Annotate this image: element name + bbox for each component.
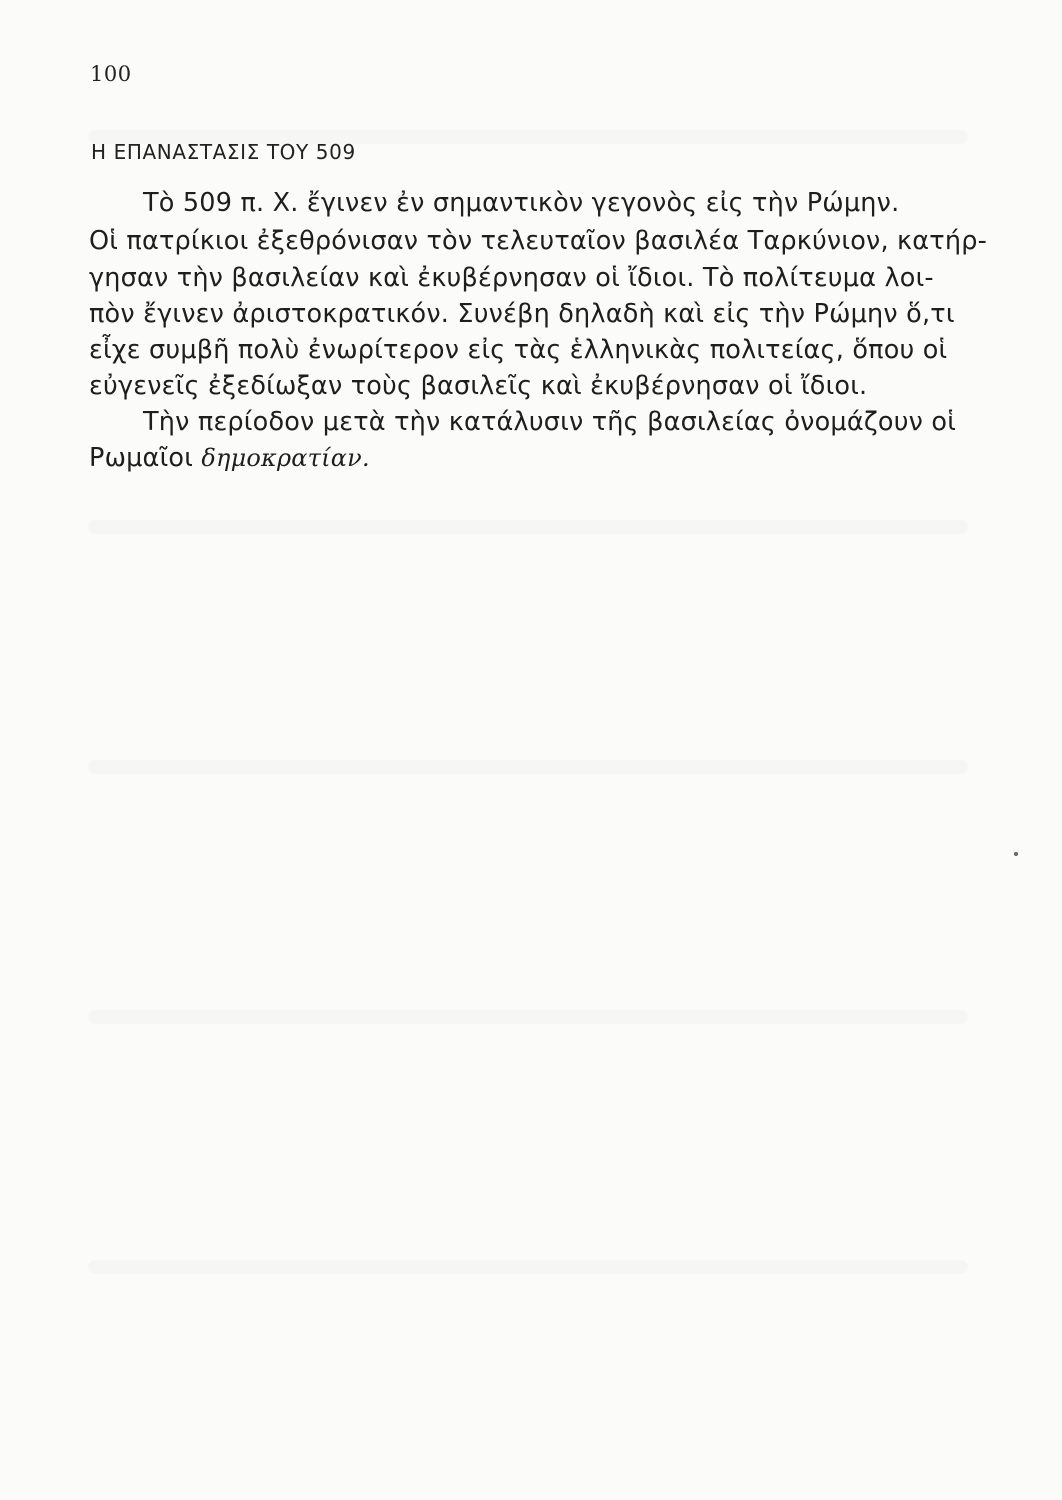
bleed-through-shading [88, 1010, 968, 1024]
ink-speck [1014, 852, 1018, 856]
body-line: γησαν τὴν βασιλείαν καὶ ἐκυβέρνησαν οἱ ἴδιοι. Τὸ πολίτευμα λοι- [89, 263, 934, 293]
body-line-last-text: Ρωμαῖοι [89, 443, 202, 473]
page-number: 100 [90, 62, 132, 86]
bleed-through-shading [88, 760, 968, 774]
section-heading: Η ΕΠΑΝΑΣΤΑΣΙΣ ΤΟΥ 509 [91, 140, 356, 164]
bleed-through-shading [88, 1260, 968, 1274]
body-line: πὸν ἔγινεν ἀριστοκρατικόν. Συνέβη δηλαδὴ καὶ εἰς τὴν Ρώμην ὅ,τι [89, 299, 955, 329]
body-line: Τὴν περίοδον μετὰ τὴν κατάλυσιν τῆς βασιλείας ὀνομάζουν οἱ [143, 407, 957, 437]
body-line: εὐγενεῖς ἐξεδίωξαν τοὺς βασιλεῖς καὶ ἐκυβέρνησαν οἱ ἴδιοι. [89, 371, 868, 401]
bleed-through-shading [88, 520, 968, 534]
body-line: εἶχε συμβῆ πολὺ ἐνωρίτερον εἰς τὰς ἑλληνικὰς πολιτείας, ὅπου οἱ [89, 335, 948, 365]
body-line: Τὸ 509 π. Χ. ἔγινεν ἐν σημαντικὸν γεγονὸς εἰς τὴν Ρώμην. [143, 188, 900, 218]
emphasized-term: δημοκρατίαν. [201, 444, 370, 472]
body-line: Οἱ πατρίκιοι ἐξεθρόνισαν τὸν τελευταῖον βασιλέα Ταρκύνιον, κατήρ- [89, 226, 987, 256]
body-line-last [89, 443, 370, 473]
